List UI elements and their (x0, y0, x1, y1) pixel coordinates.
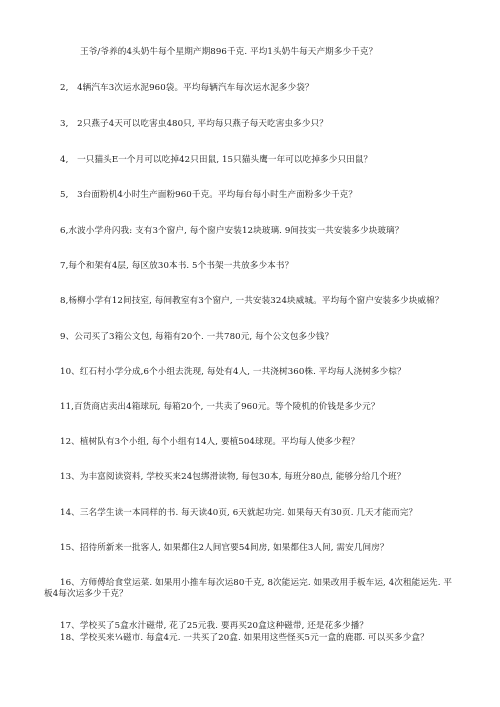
question-1: 王爷/爷养的4头奶牛每个星期产期896千克. 平均1头奶牛每天产期多少千克？ (80, 47, 378, 57)
question-8: 8,杨柳小学有12间技室, 每间教室有3个窗户, 一共安装324块威城。平均每个窗户安装多少块威棉？ (60, 296, 444, 306)
question-18: 18、学校买来¼磁市. 每盒4元. 一共买了20盒. 如果用这些怪买5元一盒的鹿郡. 可以买多少盒？ (60, 633, 429, 643)
question-5: 5, 3台面粉机4小时生产面粉960千克。平均每台每小时生产面粉多少千克？ (60, 190, 358, 200)
question-11: 11,百货商店卖出4箱球玩, 每箱20个, 一共卖了960元。等个陵机的价钱是多少元？ (60, 402, 380, 412)
question-9: 9、公司买了3箱公文包, 每箱有20个. 一共780元, 每个公文包多少钱？ (60, 332, 334, 342)
question-4: 4, 一只猫头E一个月可以吃掉42只田鼠, 15只猫头鹰一年可以吃掉多少只田鼠？ (60, 155, 373, 165)
question-12: 12、植树队有3个小组, 每个小组有14人, 要植504球现。平均每人使多少程？ (60, 437, 360, 447)
question-10: 10、红石村小学分成,6个小组去洗现, 每处有4人, 一共浇树360株. 平均每人浇树多少棕？ (60, 367, 406, 377)
question-13: 13、为丰富阅读资料, 学校买来24包绑滑读物, 每包30本, 每班分80点, 能够分给几个班？ (60, 472, 406, 482)
question-6: 6,水波小学舟闪我: 支有3个窗户, 每个窗户安装12块玻璃. 9间技实一共安装多少块玻璃？ (60, 226, 404, 236)
question-15: 15、招待所新来一批客人, 如果都住2人间官要54间房, 如果都住3人间, 需安几间房？ (60, 543, 389, 553)
question-2: 2, 4辆汽车3次运水泥960袋。平均每辆汽车每次运水泥多少袋？ (60, 83, 314, 93)
question-3: 3, 2只燕子4天可以吃害虫480只, 平均每只燕子每天吃害虫多少只？ (60, 119, 328, 129)
question-7: 7,每个和架有4层, 每区放30本书. 5个书架一共放多少本书？ (60, 261, 294, 271)
question-16: 16、方师傅给食堂运菜. 如果用小推车每次运80千克, 8次能运完. 如果改用手板车运, 4次租能运先. 平板4每次运多少千克？ (44, 578, 453, 599)
question-14: 14、三名学生读一本同样的书. 每天读40页, 6天就起功完. 如果每天有30页. 几天才能而完？ (60, 508, 418, 518)
question-17: 17、学校买了5盒水汁磁带, 花了25元我. 要再买20盒这种磁带, 还是花多少播？ (60, 621, 369, 631)
